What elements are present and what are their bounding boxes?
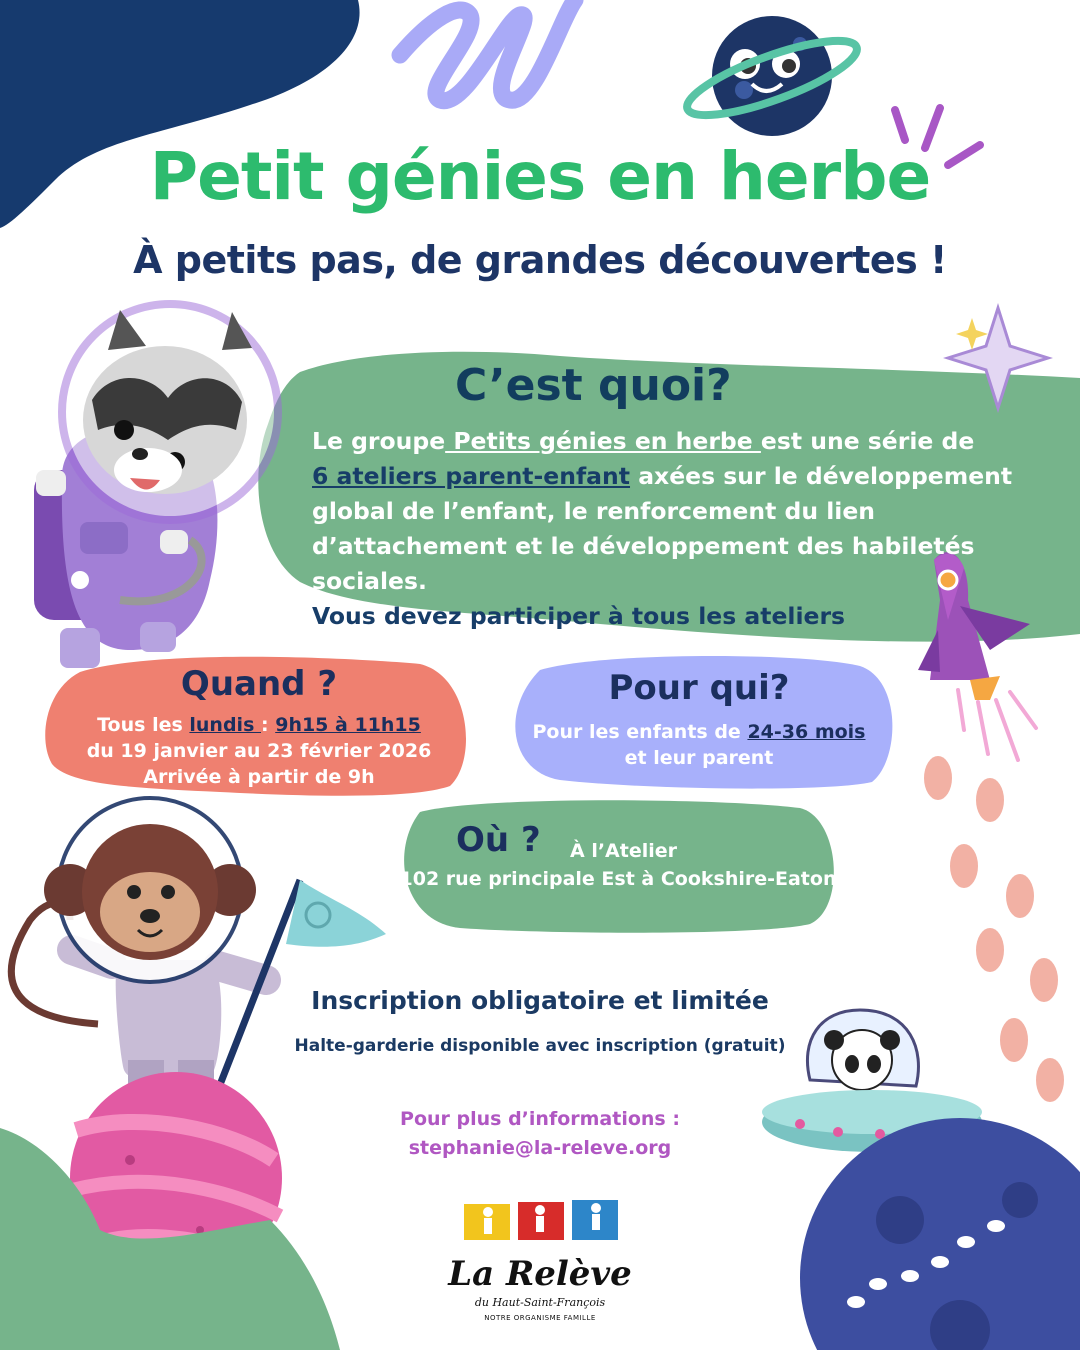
contact-email-link[interactable]: stephanie@la-releve.org [408, 1137, 672, 1159]
quand-sep: : [261, 714, 276, 736]
quoi-heading: C’est quoi? [455, 360, 732, 411]
pour-qui-prefix: Pour les enfants de [532, 721, 748, 743]
page-title: Petit génies en herbe [149, 138, 931, 215]
pour-qui-heading: Pour qui? [608, 668, 790, 708]
quand-day: lundis [189, 714, 261, 736]
quoi-text-4: Vous devez participer à tous les ateliers [312, 602, 846, 630]
pour-qui-line-2: et leur parent [624, 747, 774, 769]
contact-info [0, 1105, 1080, 1163]
quoi-text-1: Le groupe [312, 427, 446, 455]
quand-details [48, 712, 470, 790]
quand-line-2: du 19 janvier au 23 février 2026 [86, 740, 432, 762]
logo-tagline: NOTRE ORGANISME FAMILLE [484, 1314, 596, 1322]
page-subtitle: À petits pas, de grandes découvertes ! [133, 238, 947, 282]
la-releve-logo-icon [464, 1200, 618, 1240]
ou-address: 102 rue principale Est à Cookshire-Eaton [399, 868, 837, 890]
flag-icon [286, 880, 386, 947]
planet-mascot-icon [680, 16, 864, 136]
ou-heading: Où ? [456, 820, 541, 860]
quand-line-3: Arrivée à partir de 9h [143, 766, 375, 788]
contact-label: Pour plus d’informations : [400, 1108, 680, 1130]
quand-prefix: Tous les [97, 714, 190, 736]
pour-qui-line-1 [502, 719, 896, 745]
logo-subtitle: du Haut-Saint-François [474, 1296, 606, 1309]
raccoon-astronaut-icon [34, 304, 278, 668]
quand-line-1 [48, 712, 470, 738]
pour-qui-details [502, 719, 896, 771]
quoi-text-3: axées sur le développement global de l’enfant, le renforcement du lien d’attachement et le développement des habiletés sociales. [312, 462, 1013, 595]
squiggle-decoration [400, 0, 575, 101]
quand-time: 9h15 à 11h15 [275, 714, 421, 736]
halte-garderie-note: Halte-garderie disponible avec inscription (gratuit) [294, 1036, 786, 1056]
quand-heading: Quand ? [180, 664, 338, 704]
program-name-link[interactable]: Petits génies en herbe [445, 427, 761, 455]
pour-qui-age: 24-36 mois [747, 721, 866, 743]
logo-name: La Relève [448, 1254, 632, 1294]
ou-venue: À l’Atelier [570, 840, 678, 862]
workshops-link[interactable]: 6 ateliers parent-enfant [312, 462, 631, 490]
inscription-heading: Inscription obligatoire et limitée [311, 986, 769, 1015]
quoi-description [312, 424, 1072, 634]
quoi-text-2: est une série de [760, 427, 975, 455]
